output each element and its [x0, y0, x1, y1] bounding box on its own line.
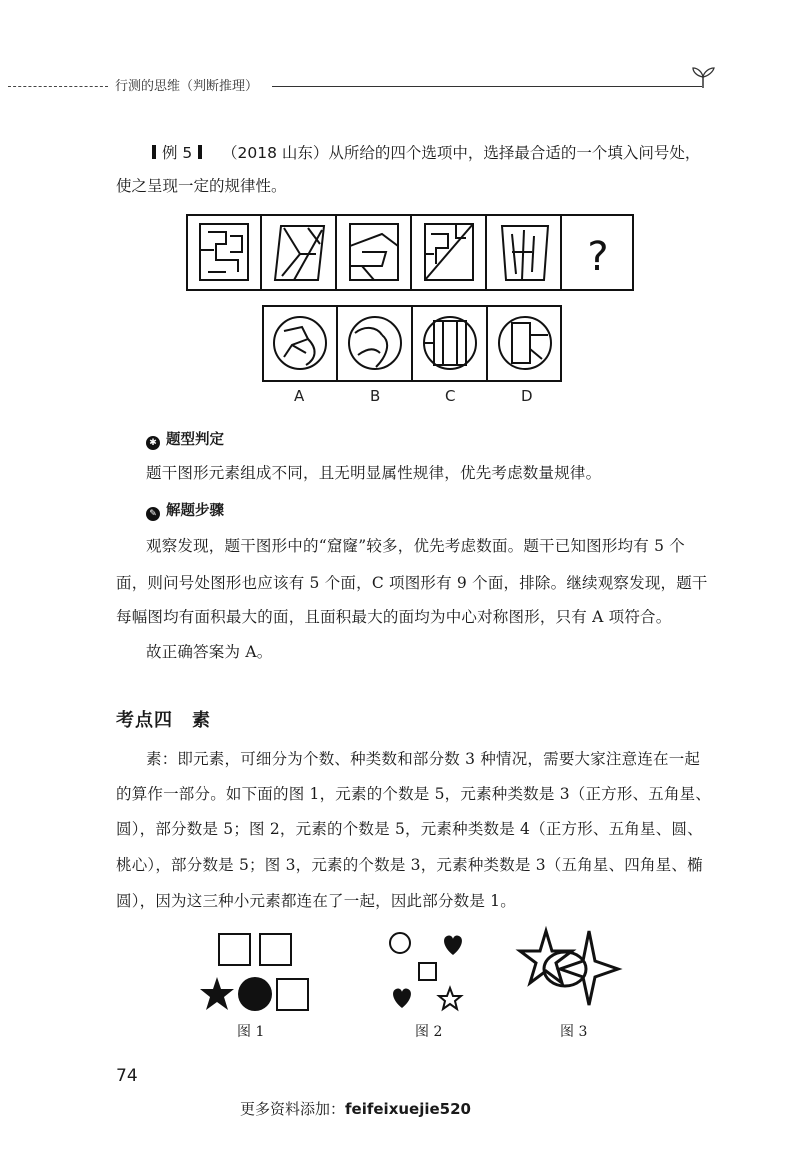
example-question-line1: （2018 山东）从所给的四个选项中，选择最合适的一个填入问号处， [222, 144, 701, 162]
section-heading-kaodian: 考点四 素 [116, 710, 211, 731]
header-rule-right [272, 86, 702, 87]
figure-2 [386, 930, 476, 1014]
figure-3-caption: 图 3 [560, 1024, 588, 1040]
example-question-line2: 使之呈现一定的规律性。 [116, 177, 287, 195]
star-shape [200, 977, 234, 1010]
option-b-figure [349, 317, 401, 369]
square-shape [260, 934, 291, 965]
steps-para-line1: 观察发现，题干图形中的“窟窿”较多，优先考虑数面。题干已知图形均有 5 个 [146, 537, 685, 555]
page-number: 74 [116, 1066, 138, 1086]
figure-1-caption: 图 1 [237, 1024, 265, 1040]
figure-3 [518, 925, 623, 1010]
header-rule-left [8, 86, 108, 87]
option-c-label: C [445, 387, 456, 405]
example-number: 例 5 [162, 144, 193, 162]
figure-cell-5 [502, 226, 548, 280]
question-figure-row [186, 214, 636, 292]
steps-para-line2: 面，则问号处图形也应该有 5 个面，C 项图形有 9 个面，排除。继续观察发现，题干 [116, 574, 708, 592]
heart-shape [444, 935, 462, 955]
steps-para-line3: 每幅图均有面积最大的面，且面积最大的面均为中心对称图形，只有 A 项符合。 [116, 608, 672, 626]
star-outline-shape [439, 988, 461, 1009]
figure-cell-1 [200, 224, 248, 280]
footer-note [240, 1098, 471, 1119]
figure-2-caption: 图 2 [415, 1024, 443, 1040]
element-para-line3: 圆），部分数是 5；图 2，元素的个数是 5，元素种类数是 4（正方形、五角星、圆、 [116, 820, 703, 838]
figure-cell-4 [425, 224, 473, 280]
type-section-heading [146, 428, 224, 450]
figure-cell-2 [275, 226, 324, 280]
type-section-title: 题型判定 [166, 432, 224, 448]
options-figure-row [262, 305, 564, 383]
question-mark: ? [587, 234, 609, 280]
example-label [146, 141, 208, 163]
option-d-label: D [521, 387, 533, 405]
figure-cell-3 [350, 224, 398, 280]
element-para-line2: 的算作一部分。如下面的图 1，元素的个数是 5，元素种类数是 3（正方形、五角星、 [116, 785, 712, 803]
option-d-figure [499, 317, 551, 369]
four-point-star-shape [560, 931, 618, 1005]
square-shape [219, 934, 250, 965]
sprout-icon [688, 66, 718, 90]
element-para-line4: 桃心），部分数是 5；图 3，元素的个数是 3，元素种类数是 3（五角星、四角星、椭 [116, 856, 703, 874]
element-para-line5: 圆），因为这三种小元素都连在了一起，因此部分数是 1。 [116, 892, 516, 910]
steps-section-heading [146, 499, 224, 521]
square-shape [277, 979, 308, 1010]
footer-handle: feifeixuejie520 [345, 1100, 471, 1118]
square-shape [419, 963, 436, 980]
circle-shape [390, 933, 410, 953]
option-b-label: B [370, 387, 381, 405]
steps-section-title: 解题步骤 [166, 503, 224, 519]
option-a-figure [274, 317, 326, 369]
element-para-line1: 素：即元素，可细分为个数、种类数和部分数 3 种情况，需要大家注意连在一起 [146, 750, 701, 768]
footer-prefix: 更多资料添加： [240, 1100, 346, 1118]
type-section-text: 题干图形元素组成不同，且无明显属性规律，优先考虑数量规律。 [146, 464, 602, 482]
bar-icon [152, 145, 156, 159]
option-c-figure [424, 317, 476, 369]
bar-icon [198, 145, 202, 159]
compass-icon: ✎ [146, 507, 160, 521]
bulb-icon: ✱ [146, 436, 160, 450]
figure-1 [200, 930, 315, 1014]
running-header-title: 行测的思维（判断推理） [115, 79, 259, 94]
circle-shape [238, 977, 272, 1011]
answer-line: 故正确答案为 A。 [146, 643, 273, 661]
heart-shape [393, 988, 411, 1008]
option-a-label: A [294, 387, 305, 405]
